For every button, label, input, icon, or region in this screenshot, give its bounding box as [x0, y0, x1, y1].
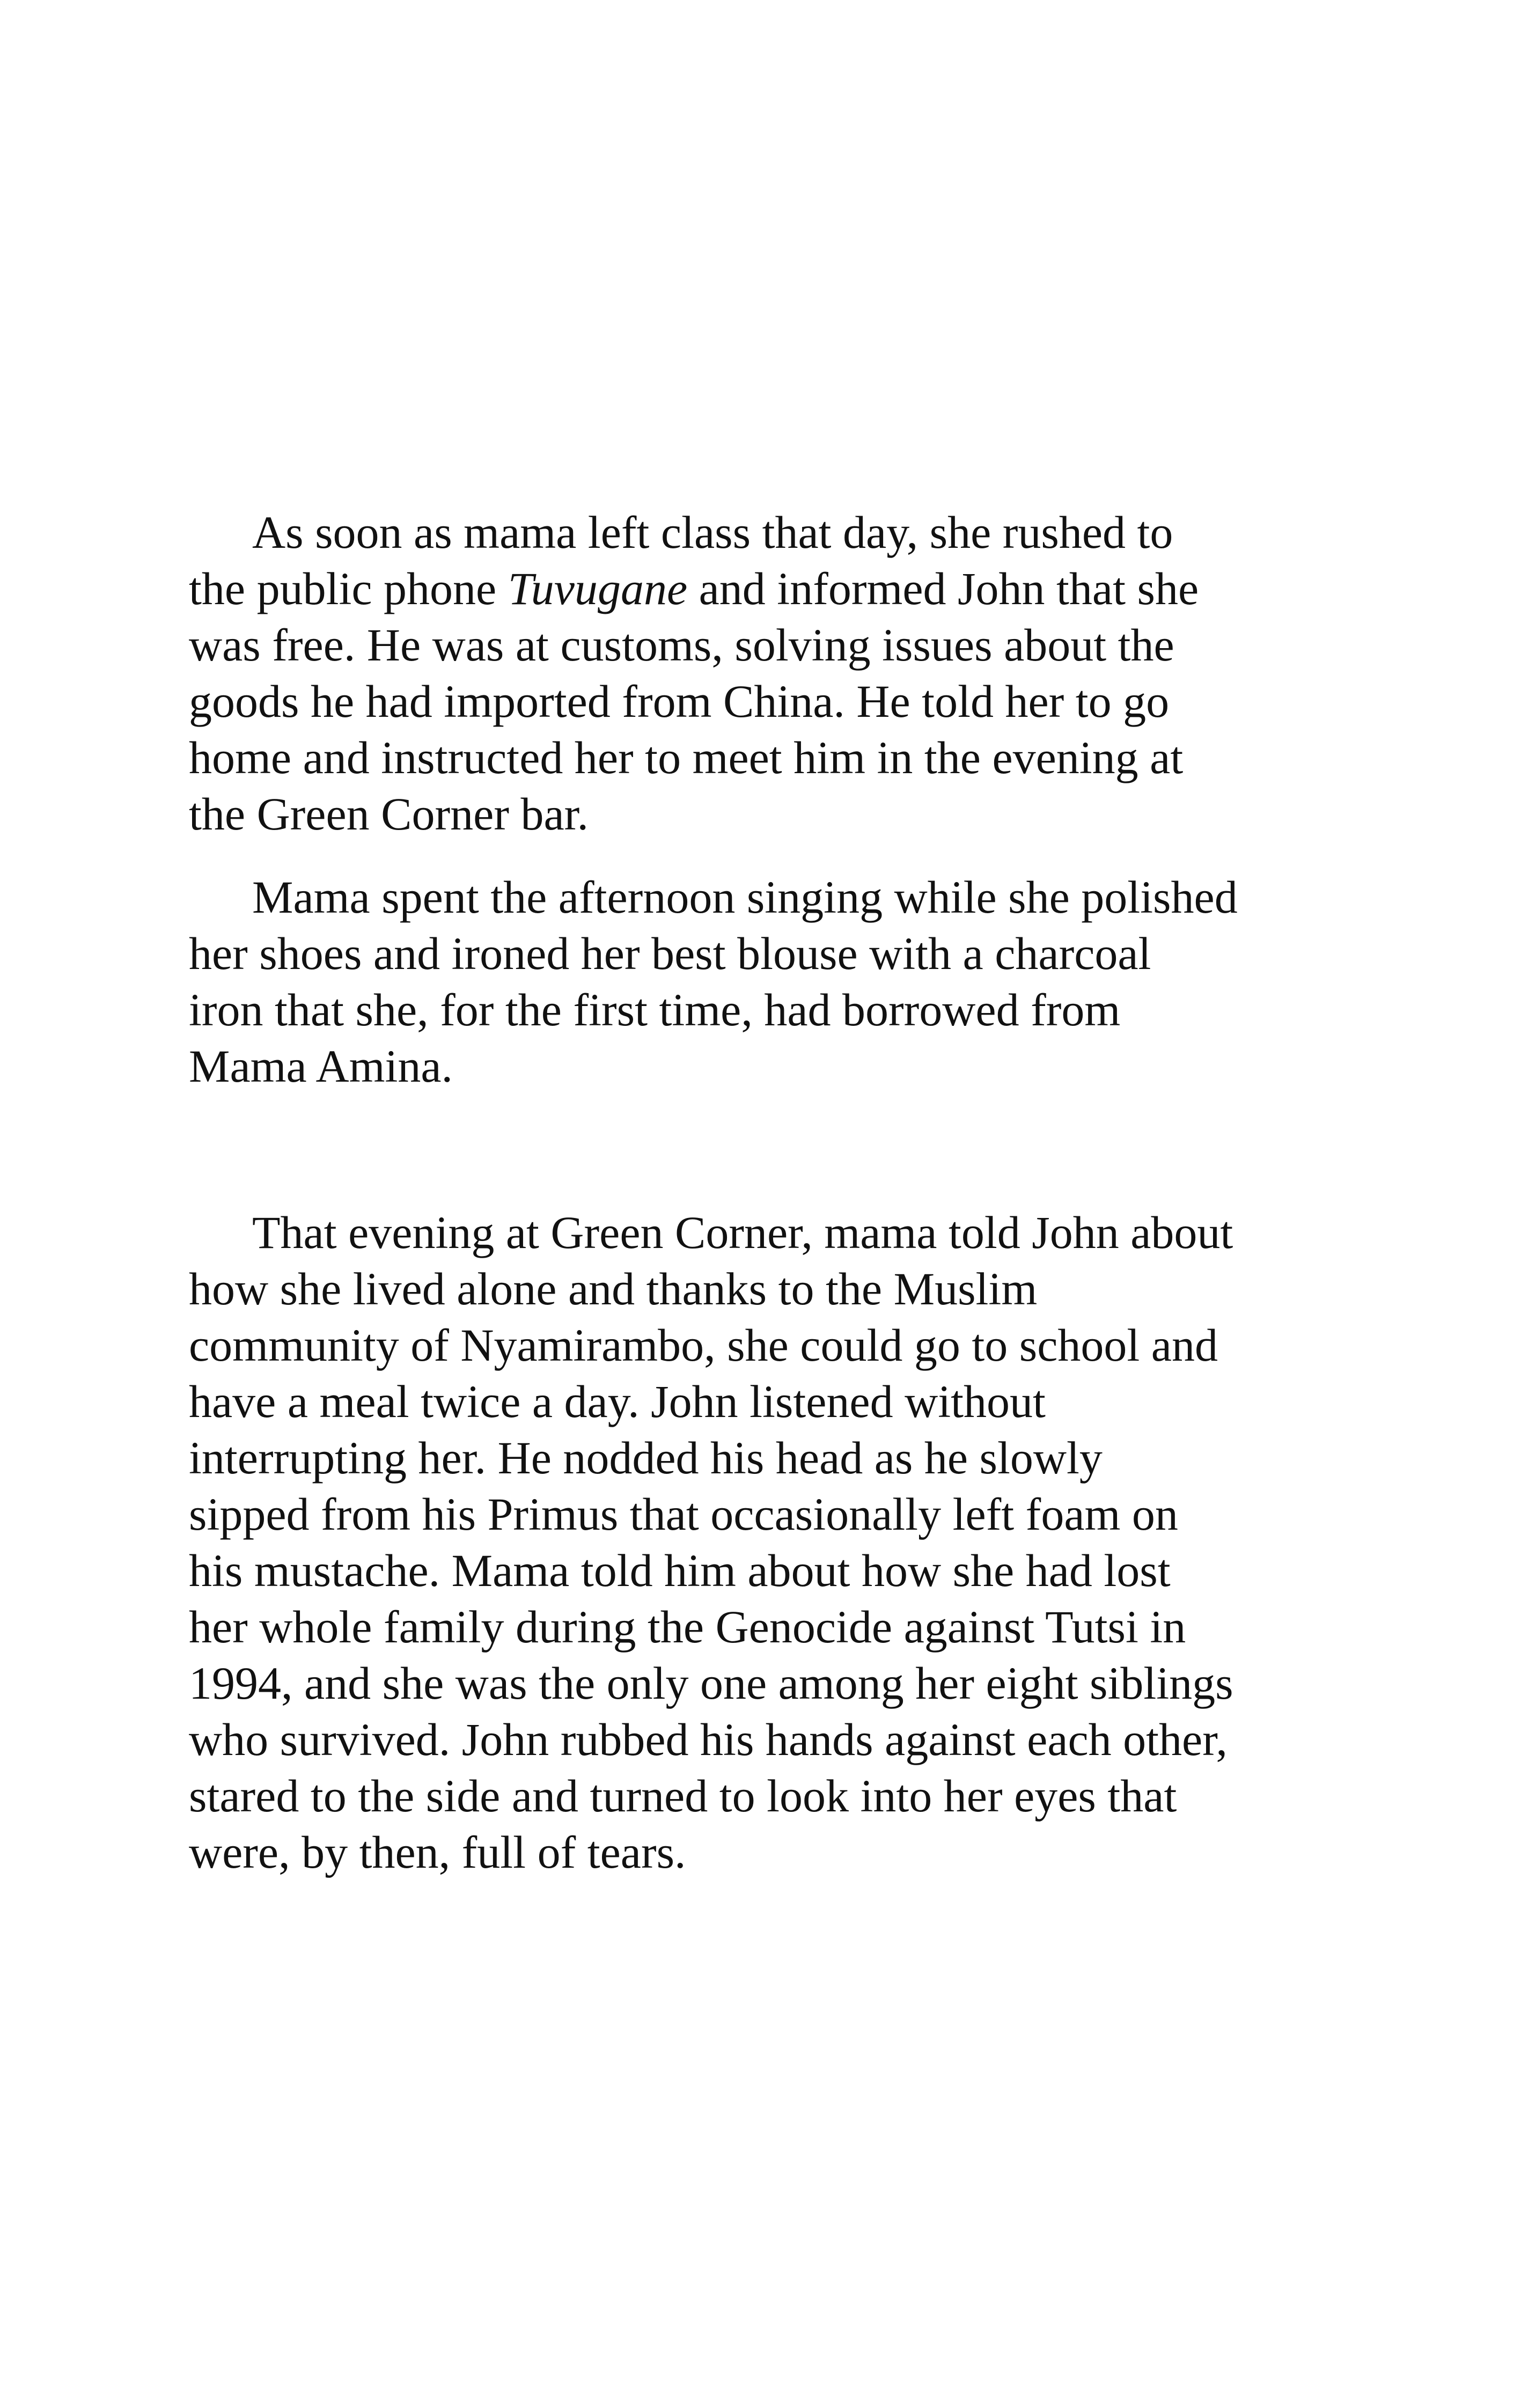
paragraph-line: As soon as mama left class that day, she rushed to	[252, 506, 1173, 558]
paragraph-line: the Green Corner bar.	[189, 788, 589, 840]
phone-name-italic: Tuvugane	[508, 563, 688, 614]
paragraph-line: sipped from his Primus that occasionally left foam on	[189, 1488, 1178, 1540]
paragraph-1	[189, 504, 1321, 842]
paragraph-line: goods he had imported from China. He told her to go	[189, 676, 1170, 727]
paragraph-line: who survived. John rubbed his hands against each other,	[189, 1714, 1228, 1765]
paragraph-line: her shoes and ironed her best blouse with a charcoal	[189, 928, 1151, 979]
paragraph-line: community of Nyamirambo, she could go to school and	[189, 1319, 1218, 1371]
paragraph-2	[189, 869, 1321, 1095]
paragraph-line: how she lived alone and thanks to the Muslim	[189, 1263, 1038, 1315]
paragraph-line: her whole family during the Genocide against Tutsi in	[189, 1601, 1186, 1653]
paragraph-line: stared to the side and turned to look into her eyes that	[189, 1770, 1177, 1822]
paragraph-line: was free. He was at customs, solving issues about the	[189, 619, 1174, 671]
paragraph-line: home and instructed her to meet him in the evening at	[189, 732, 1184, 783]
paragraph-line: interrupting her. He nodded his head as he slowly	[189, 1432, 1103, 1484]
paragraph-line: 1994, and she was the only one among her eight siblings	[189, 1657, 1233, 1709]
paragraph-line: have a meal twice a day. John listened without	[189, 1376, 1046, 1427]
paragraph-line: That evening at Green Corner, mama told John about	[252, 1207, 1233, 1258]
paragraph-line: his mustache. Mama told him about how she had lost	[189, 1545, 1171, 1596]
paragraph-line: Mama spent the afternoon singing while she polished	[252, 871, 1238, 923]
paragraph-3	[189, 1205, 1321, 1881]
paragraph-line: iron that she, for the first time, had borrowed from	[189, 984, 1121, 1036]
paragraph-line: Mama Amina.	[189, 1040, 453, 1092]
paragraph-line: the public phone Tuvugane and informed John that she	[189, 563, 1199, 614]
paragraph-line: were, by then, full of tears.	[189, 1826, 686, 1878]
